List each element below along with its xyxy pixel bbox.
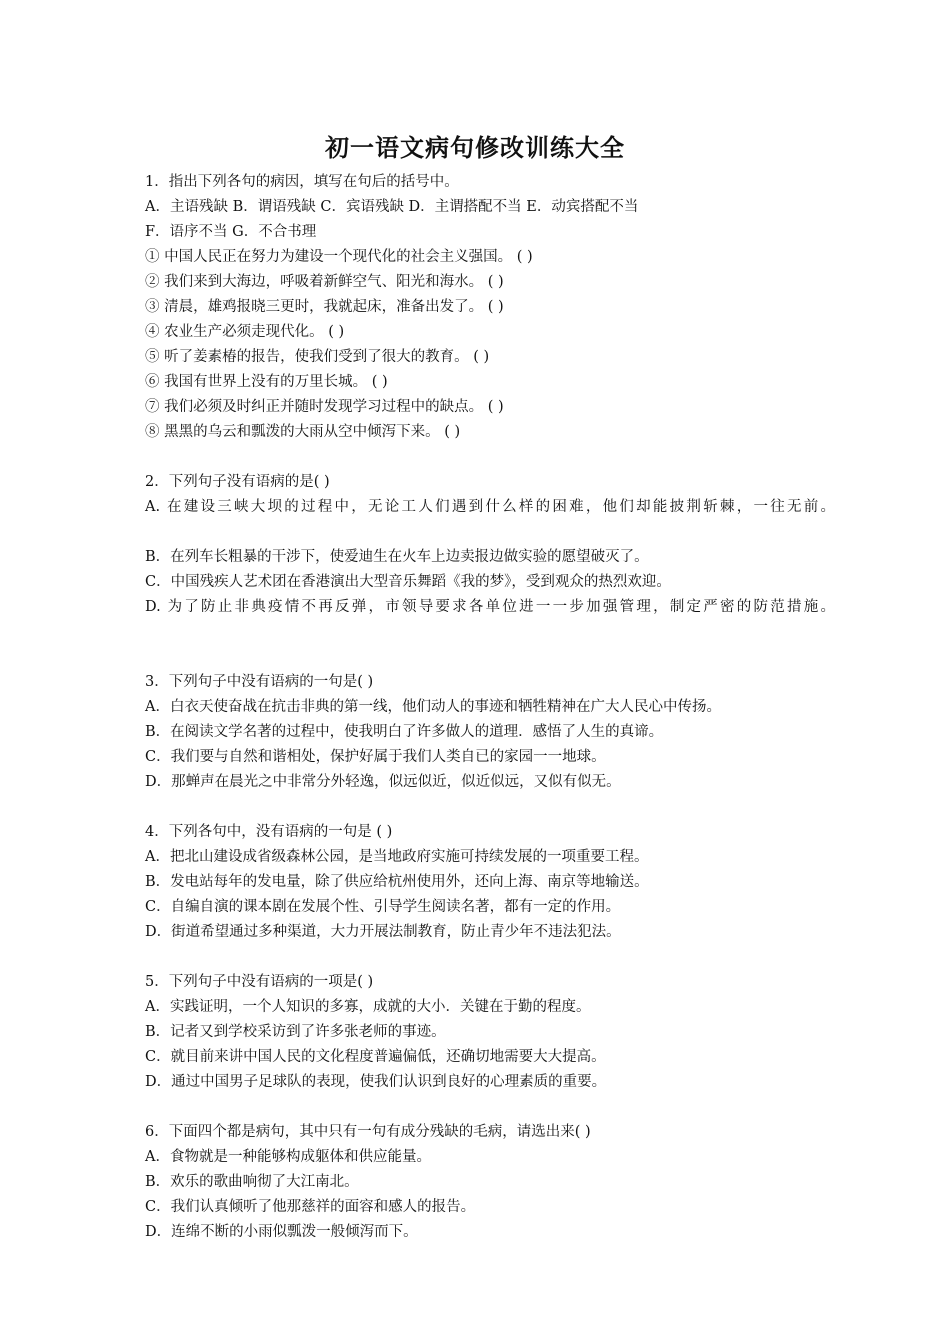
option-list-line: A．主语残缺 B．谓语残缺 C．宾语残缺 D．主谓搭配不当 E．动宾搭配不当 (145, 199, 639, 215)
list-item: ② 我们来到大海边，呼吸着新鲜空气、阳光和海水。 ( ) (145, 274, 504, 290)
list-item: ④ 农业生产必须走现代化。 ( ) (145, 324, 345, 340)
question-3 (145, 670, 835, 795)
option-c: C．我们认真倾听了他那慈祥的面容和感人的报告。 (145, 1199, 476, 1215)
option-c: C．我们要与自然和谐相处，保护好属于我们人类自已的家园一一地球。 (145, 749, 606, 765)
list-item: ③ 清晨，雄鸡报晓三更时，我就起床，准备出发了。 ( ) (145, 299, 504, 315)
list-item: ⑥ 我国有世界上没有的万里长城。 ( ) (145, 374, 388, 390)
list-item: ⑤ 听了姜素椿的报告，使我们受到了很大的教育。 ( ) (145, 349, 490, 365)
spacer (145, 620, 835, 670)
question-5 (145, 970, 835, 1095)
question-1 (145, 170, 835, 445)
question-2 (145, 470, 835, 620)
option-a: A．白衣天使奋战在抗击非典的第一线，他们动人的事迹和牺牲精神在广大人民心中传扬。 (145, 699, 721, 715)
question-stem: 2．下列句子没有语病的是( ) (145, 474, 330, 490)
option-a: A．把北山建设成省级森林公园，是当地政府实施可持续发展的一项重要工程。 (145, 849, 649, 865)
option-a: A．实践证明，一个人知识的多寡，成就的大小．关键在于勤的程度。 (145, 999, 591, 1015)
list-item: ⑧ 黑黑的乌云和瓢泼的大雨从空中倾泻下来。 ( ) (145, 424, 461, 440)
page-title: 初一语文病句修改训练大全 (325, 133, 625, 162)
option-d: D．那蝉声在晨光之中非常分外轻逸，似远似近，似近似远，又似有似无。 (145, 774, 621, 790)
question-stem: 1．指出下列各句的病因，填写在句后的括号中。 (145, 174, 459, 190)
option-b: B．发电站每年的发电量，除了供应给杭州使用外，还向上海、南京等地输送。 (145, 874, 649, 890)
option-d: D．街道希望通过多种渠道，大力开展法制教育，防止青少年不违法犯法。 (145, 924, 621, 940)
question-stem: 6．下面四个都是病句，其中只有一句有成分残缺的毛病，请选出来( ) (145, 1124, 591, 1140)
question-stem: 3．下列句子中没有语病的一句是( ) (145, 674, 374, 690)
option-list-line: F．语序不当 G．不合书理 (145, 224, 317, 240)
option-d: D．连绵不断的小雨似瓢泼一般倾泻而下。 (145, 1224, 418, 1240)
document-body (145, 170, 835, 1245)
option-d: D．通过中国男子足球队的表现，使我们认识到良好的心理素质的重要。 (145, 1074, 607, 1090)
question-stem: 4．下列各句中，没有语病的一句是 ( ) (145, 824, 393, 840)
option-c: C．就目前来讲中国人民的文化程度普遍偏低，还确切地需要大大提高。 (145, 1049, 606, 1065)
spacer (145, 445, 835, 470)
list-item: ① 中国人民正在努力为建设一个现代化的社会主义强国。 ( ) (145, 249, 533, 265)
option-b: B．在阅读文学名著的过程中，使我明白了许多做人的道理．感悟了人生的真谛。 (145, 724, 664, 740)
spacer (145, 795, 835, 820)
option-c: C．自编自演的课本剧在发展个性、引导学生阅读名著，都有一定的作用。 (145, 899, 621, 915)
option-b: B．欢乐的歌曲响彻了大江南北。 (145, 1174, 359, 1190)
question-4 (145, 820, 835, 945)
list-item: ⑦ 我们必须及时纠正并随时发现学习过程中的缺点。 ( ) (145, 399, 504, 415)
option-c: C．中国残疾人艺术团在香港演出大型音乐舞蹈《我的梦》，受到观众的热烈欢迎。 (145, 574, 671, 590)
option-d: D. 为了防止非典疫情不再反弹，市领导要求各单位进一一步加强管理，制定严密的防范措施。 (145, 599, 835, 615)
question-stem: 5．下列句子中没有语病的一项是( ) (145, 974, 374, 990)
option-a: A. 在建设三峡大坝的过程中，无论工人们遇到什么样的困难，他们却能披荆斩棘，一往无前。 (145, 499, 835, 515)
spacer (145, 520, 835, 545)
spacer (145, 945, 835, 970)
option-b: B．在列车长粗暴的干涉下，使爱迪生在火车上边卖报边做实验的愿望破灭了。 (145, 549, 649, 565)
spacer (145, 1095, 835, 1120)
question-6 (145, 1120, 835, 1245)
option-a: A．食物就是一种能够构成躯体和供应能量。 (145, 1149, 431, 1165)
option-b: B．记者又到学校采访到了许多张老师的事迹。 (145, 1024, 446, 1040)
